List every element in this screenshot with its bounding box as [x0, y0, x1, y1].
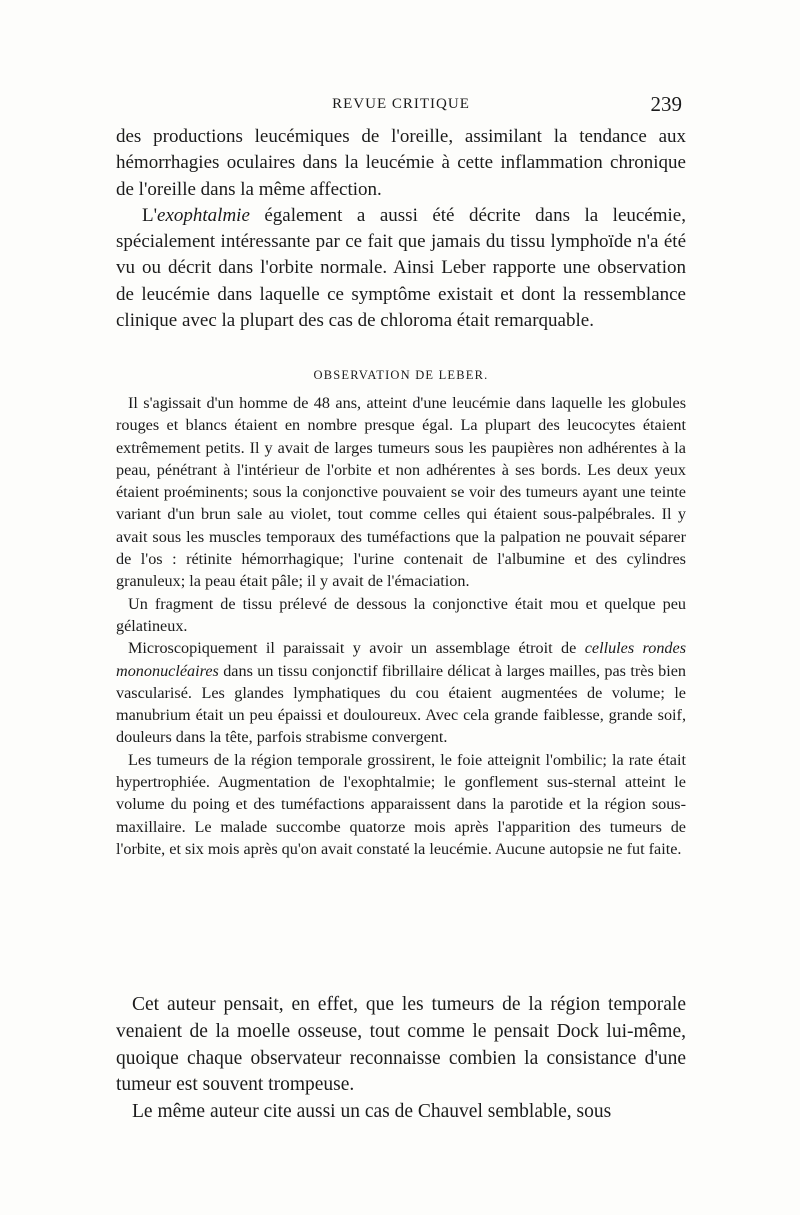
- paragraph: [116, 637, 686, 748]
- observation-title: OBSERVATION DE LEBER.: [313, 368, 489, 382]
- text-run: L': [142, 204, 158, 226]
- running-head: REVUE CRITIQUE: [332, 96, 470, 112]
- paragraph: Un fragment de tissu prélevé de dessous la conjonctive était mou et quelque peu gélatineux.: [116, 594, 686, 635]
- text-run: également a aussi été décrite dans la leucémie, spécialement intéressante par ce fait que jamais du tissu lymphoïde n'a été vu ou décrit dans l'orbite normale. Ainsi Leber rapporte une observation de leucémie dans laquelle ce symptôme existait et dont la ressemblance clinique avec la plupart des cas de chloroma était remarquable.: [116, 204, 686, 332]
- paragraph: Il s'agissait d'un homme de 48 ans, atteint d'une leucémie dans laquelle les globules rouges et blancs étaient en nombre presque égal. La plupart des leucocytes étaient extrêmement petits. Il y avait de larges tumeurs sous les paupières non adhérentes à la peau, pénétrant à l'intérieur de l'orbite et non adhérentes à ses bords. Les deux yeux étaient proéminents; sous la conjonctive pouvaient se voir des tumeurs ayant une teinte variant d'un brun sale au violet, tout comme celles qui étaient sous-palpébrales. Il y avait sous les muscles temporaux des tuméfactions que la palpation ne pouvait séparer de l'os : rétinite hémorrhagique; l'urine contenait de l'albumine et des cylindres granuleux; la peau était pâle; il y avait de l'émaciation.: [116, 394, 686, 591]
- page-header: [116, 92, 686, 120]
- paragraph: Cet auteur pensait, en effet, que les tumeurs de la région temporale venaient de la moelle osseuse, tout comme le pensait Dock lui-même, quoique chaque observateur reconnaisse combien la consistance d'une tumeur est souvent trompeuse.: [116, 994, 686, 1096]
- text-run: dans un tissu conjonctif fibrillaire délicat à larges mailles, pas très bien vascularisé. Les glandes lymphatiques du cou étaient augmentées de volume; le manubrium était un peu épaissi et douloureux. Avec cela grande faiblesse, grande soif, douleurs dans la tête, parfois strabisme convergent.: [116, 661, 686, 747]
- page-number: 239: [650, 92, 682, 116]
- paragraph-exophtalmie: [116, 203, 686, 334]
- section-2-text: [116, 992, 686, 1126]
- section-1-text: [116, 124, 686, 334]
- paragraph: Les tumeurs de la région temporale grossirent, le foie atteignit l'ombilic; la rate était hypertrophiée. Augmentation de l'exophtalmie; le gonflement sus-sternal atteint le volume du poing et des tuméfactions apparaissent dans la parotide et la région sous-maxillaire. Le malade succombe quatorze mois après l'apparition des tumeurs de l'orbite, et six mois après qu'on avait constaté la leucémie. Aucune autopsie ne fut faite.: [116, 750, 686, 858]
- observation-text: [116, 392, 686, 860]
- text-run: Microscopiquement il paraissait y avoir un assemblage étroit de: [128, 639, 585, 658]
- italic-term: exophtalmie: [157, 204, 250, 226]
- paragraph: Le même auteur cite aussi un cas de Chauvel semblable, sous: [132, 1101, 612, 1123]
- paragraph: des productions leucémiques de l'oreille, assimilant la tendance aux hémorrhagies oculaires dans la leucémie à cette inflammation chronique de l'oreille dans la même affection.: [116, 126, 686, 200]
- italic-term: cellules rondes mononucléaires: [116, 639, 686, 680]
